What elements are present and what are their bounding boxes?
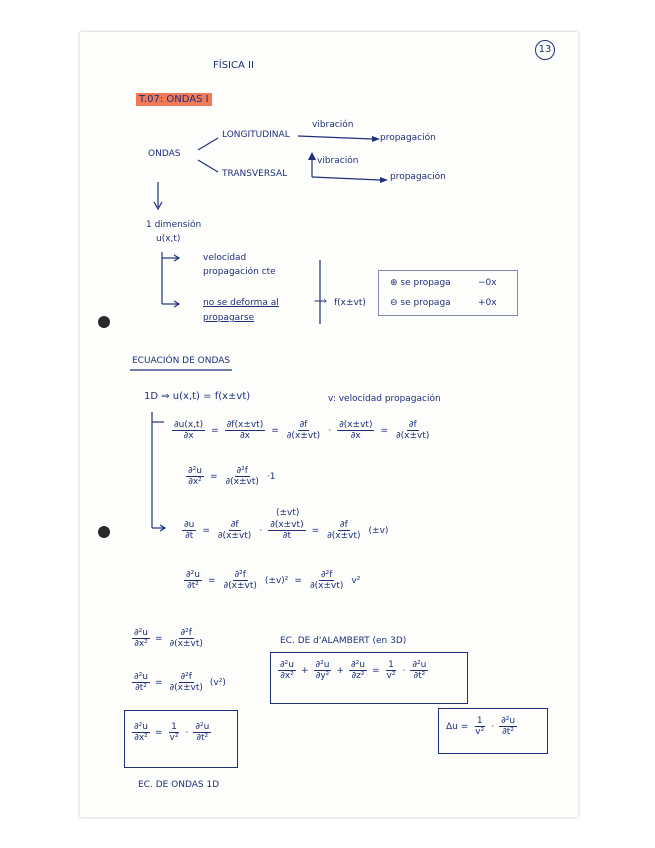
transversal-propagation-label: propagación [390, 172, 446, 182]
plus-propagation: ⊕ se propaga [390, 278, 451, 288]
equation-1d: 1D ⇒ u(x,t) = f(x±vt) [144, 391, 251, 402]
velocity-line-1: velocidad [203, 253, 247, 263]
d1-lhs: $\frac{\partial u(x,t)}{\partial x}$ [174, 420, 204, 442]
velocity-definition: v: velocidad propagación [328, 394, 441, 404]
d1-b: $\frac{\partial f(x\pm vt)}{\partial x}$ [226, 420, 264, 442]
second-derivative-t: $\frac{\text{∂²u}}{\text{∂t²}}$ = $\frac{\text{∂²f}}{\partial(x\pm vt)}$ (±v)² = $\frac{\text{∂²f}}{\partial(x\pm vt)}$ v² [186, 570, 361, 592]
wave-eq-1d: $\frac{\text{∂²u}}{\text{∂x²}}$ = $\frac{1}{\text{v²}}$ · $\frac{\text{∂²u}}{\text{∂t²}}$ [134, 722, 210, 744]
direction-box [378, 270, 518, 316]
wave-eq-1d-caption: EC. DE ONDAS 1D [138, 780, 220, 790]
summary-eq-x: $\frac{\text{∂²u}}{\text{∂x²}}$ = $\frac{\text{∂²f}}{\partial(x\pm vt)}$ [134, 628, 203, 650]
minus-direction: +0x [478, 298, 497, 308]
dalembert-equation: $\frac{\text{∂²u}}{\text{∂x²}}$ + $\frac{\text{∂²u}}{\text{∂y²}}$ + $\frac{\text{∂²u}}{\text{∂z²}}$ = $\frac{1}{\text{v²}}$ · $\frac{\text{∂²u}}{\text{∂t²}}$ [280, 660, 427, 682]
first-derivative-x: $\frac{\partial u(x,t)}{\partial x}$ = $\frac{\partial f(x\pm vt)}{\partial x}$ = $\frac{\partial f}{\partial(x\pm vt)}$ · $\frac{\partial(x\pm vt)}{\partial x}$ = $\frac{\partial f}{\partial(x\pm vt)}$ [174, 420, 430, 442]
dimension-title: 1 dimensión [146, 220, 202, 230]
implies-function: f(x±vt) [334, 298, 366, 308]
notebook-page [80, 32, 578, 817]
section-label [136, 94, 212, 105]
velocity-line-2: propagación cte [203, 267, 276, 277]
t1-overbrace: (±vt) [276, 508, 300, 518]
summary-eq-t: $\frac{\text{∂²u}}{\text{∂t²}}$ = $\frac{\text{∂²f}}{\partial(x\pm vt)}$ (v²) [134, 672, 226, 694]
binder-hole-bottom [98, 526, 110, 538]
dalembert-title: EC. DE d'ALAMBERT (en 3D) [280, 636, 407, 646]
page-heading: FÍSICA II [213, 60, 254, 71]
laplacian-equation: Δu = $\frac{1}{\text{v²}}$ · $\frac{\text{∂²u}}{\text{∂t²}}$ [446, 716, 516, 738]
minus-propagation: ⊖ se propaga [390, 298, 451, 308]
deform-line-2: propagarse [203, 313, 255, 323]
d1-c: $\frac{\partial f}{\partial(x\pm vt)}$ [286, 420, 321, 442]
d1-e: $\frac{\partial f}{\partial(x\pm vt)}$ [396, 420, 430, 442]
second-derivative-x: $\frac{\text{∂²u}}{\text{∂x²}}$ = $\frac{\text{∂²f}}{\partial(x\pm vt)}$ ·1 [188, 466, 276, 488]
longitudinal-vibration-label: vibración [312, 120, 354, 130]
d1-d: $\frac{\partial(x\pm vt)}{\partial x}$ [339, 420, 373, 442]
deform-line-1: no se deforma al [203, 298, 279, 308]
tree-transversal: TRANSVERSAL [222, 169, 288, 179]
longitudinal-propagation-label: propagación [380, 133, 436, 143]
equation-title: ECUACIÓN DE ONDAS [132, 356, 231, 366]
tree-root: ONDAS [148, 149, 181, 159]
binder-hole-top [98, 316, 110, 328]
dimension-function: u(x,t) [156, 234, 181, 244]
transversal-vibration-label: vibración [317, 156, 359, 166]
tree-longitudinal: LONGITUDINAL [222, 130, 290, 140]
implies-arrow: ⟹ [314, 297, 327, 307]
section-label-text: T.07: ONDAS I [136, 93, 212, 106]
plus-direction: −0x [478, 278, 497, 288]
page-number: 13 [535, 40, 555, 60]
first-derivative-t: $\frac{\partial u}{\partial t}$ = $\frac{\partial f}{\partial(x\pm vt)}$ · $\frac{\partial(x\pm vt)}{\partial t}$ = $\frac{\partial f}{\partial(x\pm vt)}$ (±v) [184, 520, 389, 542]
